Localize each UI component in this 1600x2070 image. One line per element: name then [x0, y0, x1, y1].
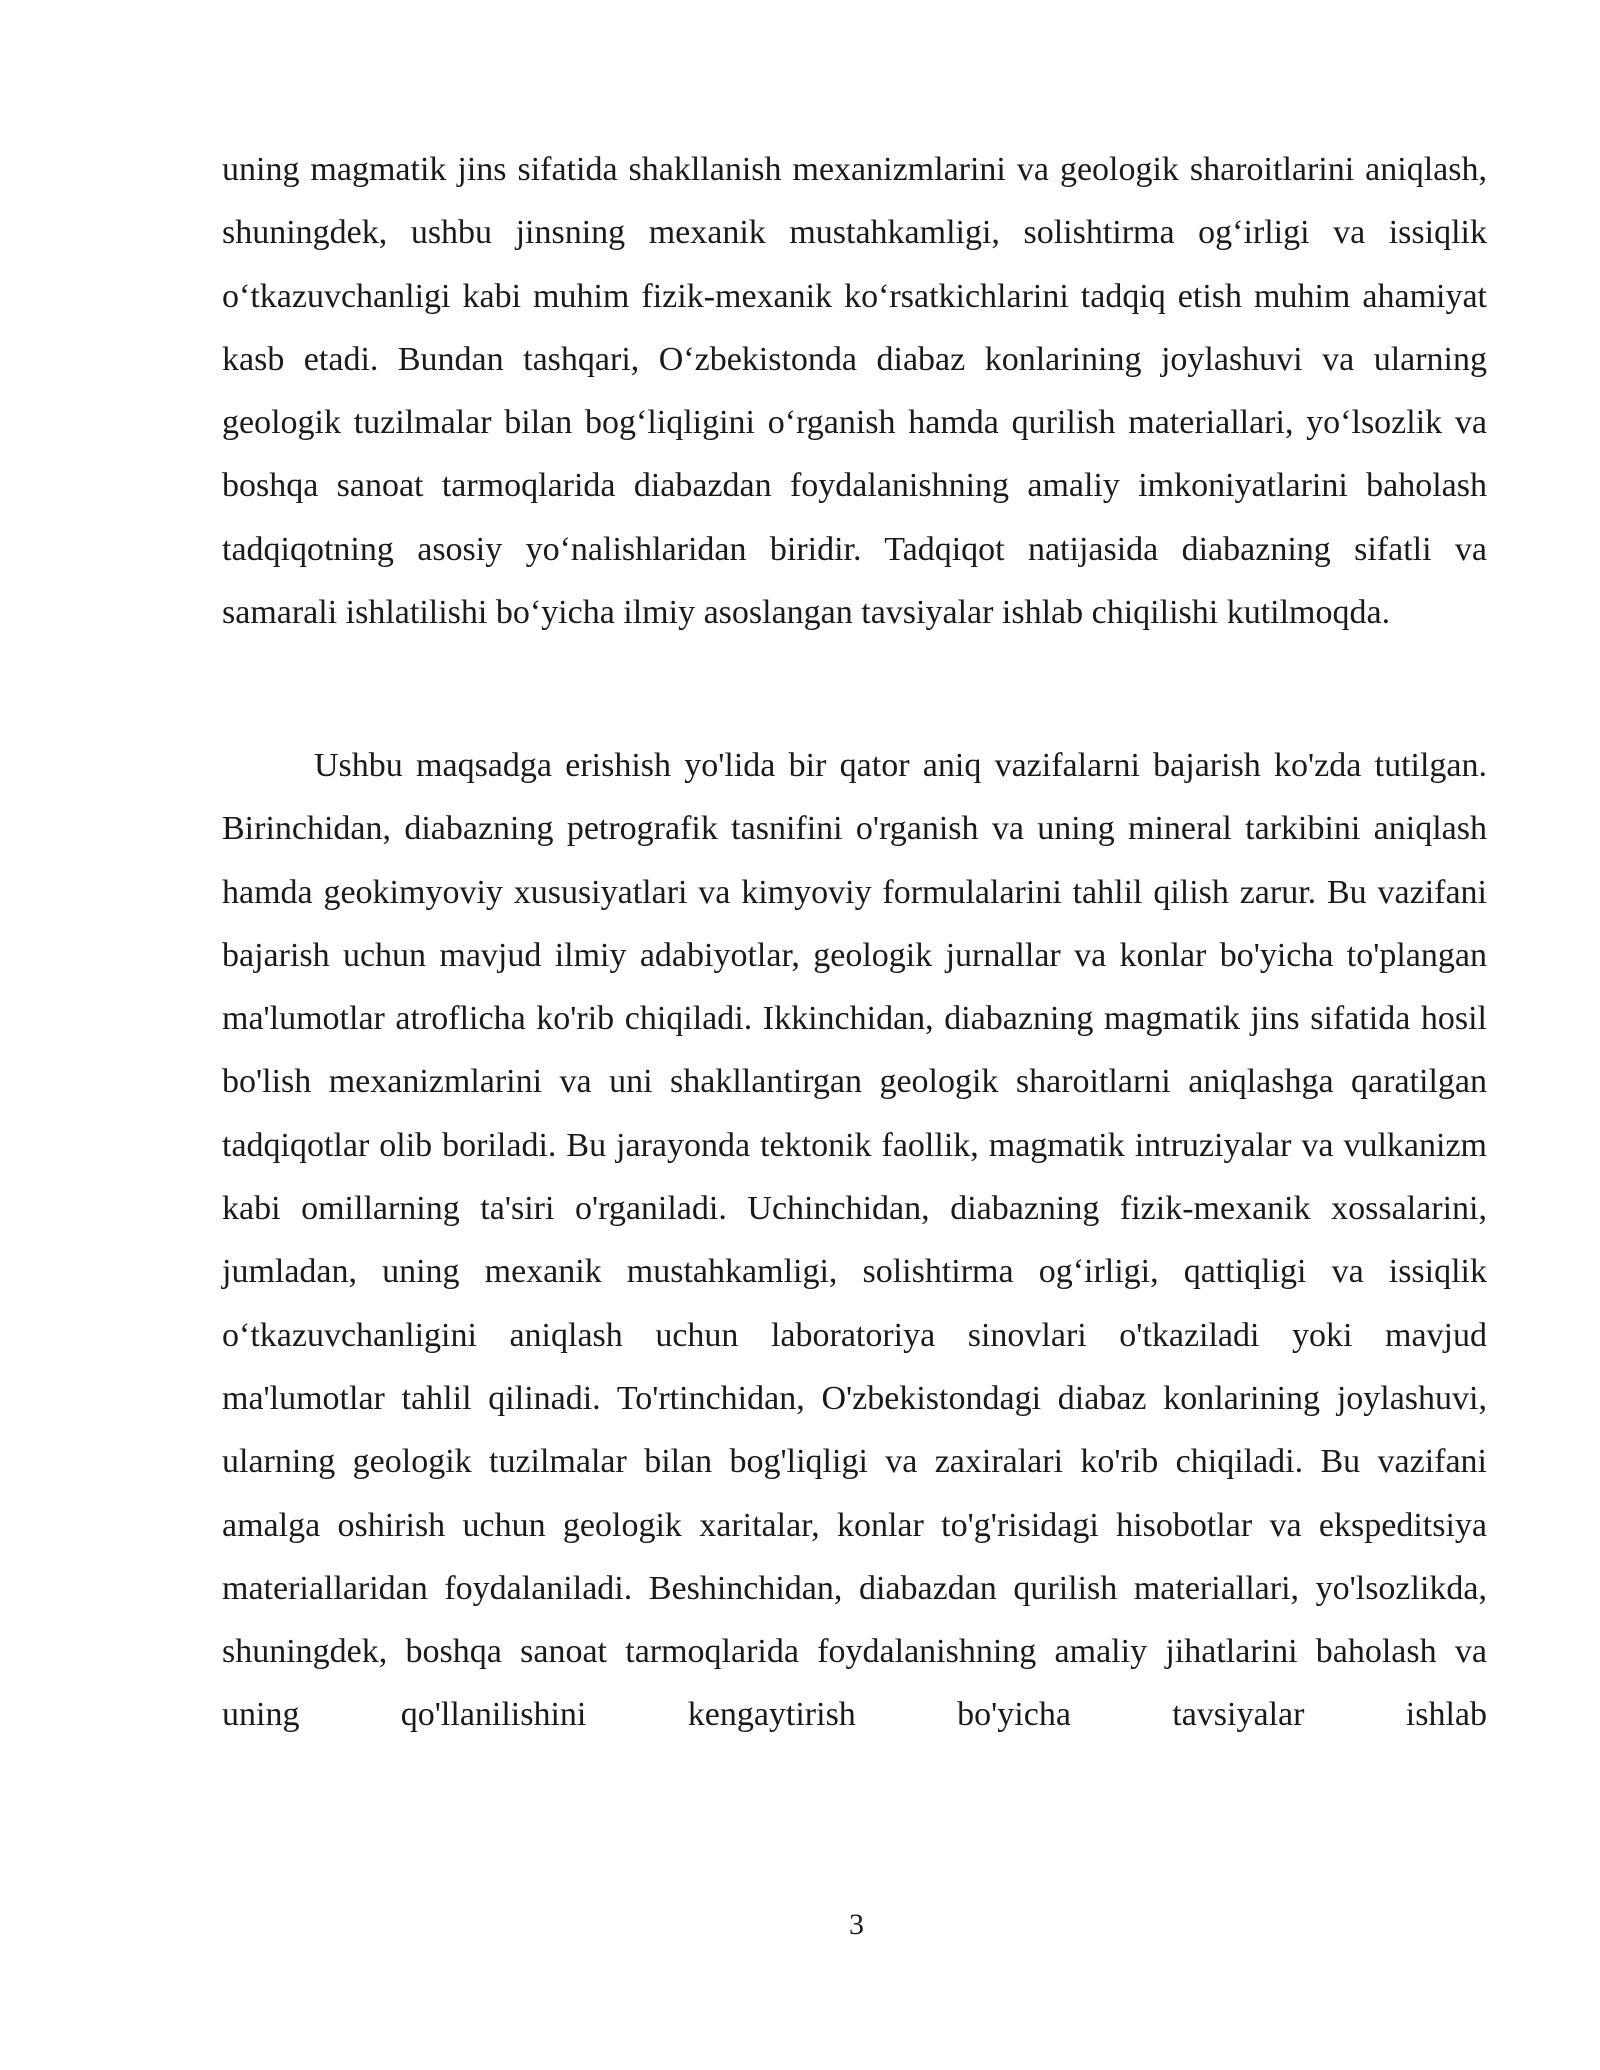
- paragraph-1: uning magmatik jins sifatida shakllanish mexanizmlarini va geologik sharoitlarini aniqlash, shuningdek, ushbu jinsning mexanik mustahkamligi, solishtirma og‘irligi va issiqlik o‘tkazuvchanligi kabi muhim fizik-mexanik ko‘rsatkichlarini tadqiq etish muhim ahamiyat kasb etadi. Bundan tashqari, O‘zbekistonda diabaz konlarining joylashuvi va ularning geologik tuzilmalar bilan bog‘liqligini o‘rganish hamda qurilish materiallari, yo‘lsozlik va boshqa sanoat tarmoqlarida diabazdan foydalanishning amaliy imkoniyatlarini baholash tadqiqotning asosiy yo‘nalishlaridan biridir. Tadqiqot natijasida diabazning sifatli va samarali ishlatilishi bo‘yicha ilmiy asoslangan tavsiyalar ishlab chiqilishi kutilmoqda.: [222, 151, 1487, 632]
- page-number: 3: [849, 1908, 864, 1941]
- paragraph-2: Ushbu maqsadga erishish yo'lida bir qator aniq vazifalarni bajarish ko'zda tutilgan. Birinchidan, diabazning petrografik tasnifini o'rganish va uning mineral tarkibini aniqlash hamda geokimyoviy xususiyatlari va kimyoviy formulalarini tahlil qilish zarur. Bu vazifani bajarish uchun mavjud ilmiy adabiyotlar, geologik jurnallar va konlar bo'yicha to'plangan ma'lumotlar atroflicha ko'rib chiqiladi. Ikkinchidan, diabazning magmatik jins sifatida hosil bo'lish mexanizmlarini va uni shakllantirgan geologik sharoitlarni aniqlashga qaratilgan tadqiqotlar olib boriladi. Bu jarayonda tektonik faollik, magmatik intruziyalar va vulkanizm kabi omillarning ta'siri o'rganiladi. Uchinchidan, diabazning fizik-mexanik xossalarini, jumladan, uning mexanik mustahkamligi, solishtirma og‘irligi, qattiqligi va issiqlik o‘tkazuvchanligini aniqlash uchun laboratoriya sinovlari o'tkaziladi yoki mavjud ma'lumotlar tahlil qilinadi. To'rtinchidan, O'zbekistondagi diabaz konlarining joylashuvi, ularning geologik tuzilmalar bilan bog'liqligi va zaxiralari ko'rib chiqiladi. Bu vazifani amalga oshirish uchun geologik xaritalar, konlar to'g'risidagi hisobotlar va ekspeditsiya materiallaridan foydalaniladi. Beshinchidan, diabazdan qurilish materiallari, yo'lsozlikda, shuningdek, boshqa sanoat tarmoqlarida foydalanishning amaliy jihatlarini baholash va uning qo'llanilishini kengaytirish bo'yicha tavsiyalar ishlab: [222, 747, 1487, 1734]
